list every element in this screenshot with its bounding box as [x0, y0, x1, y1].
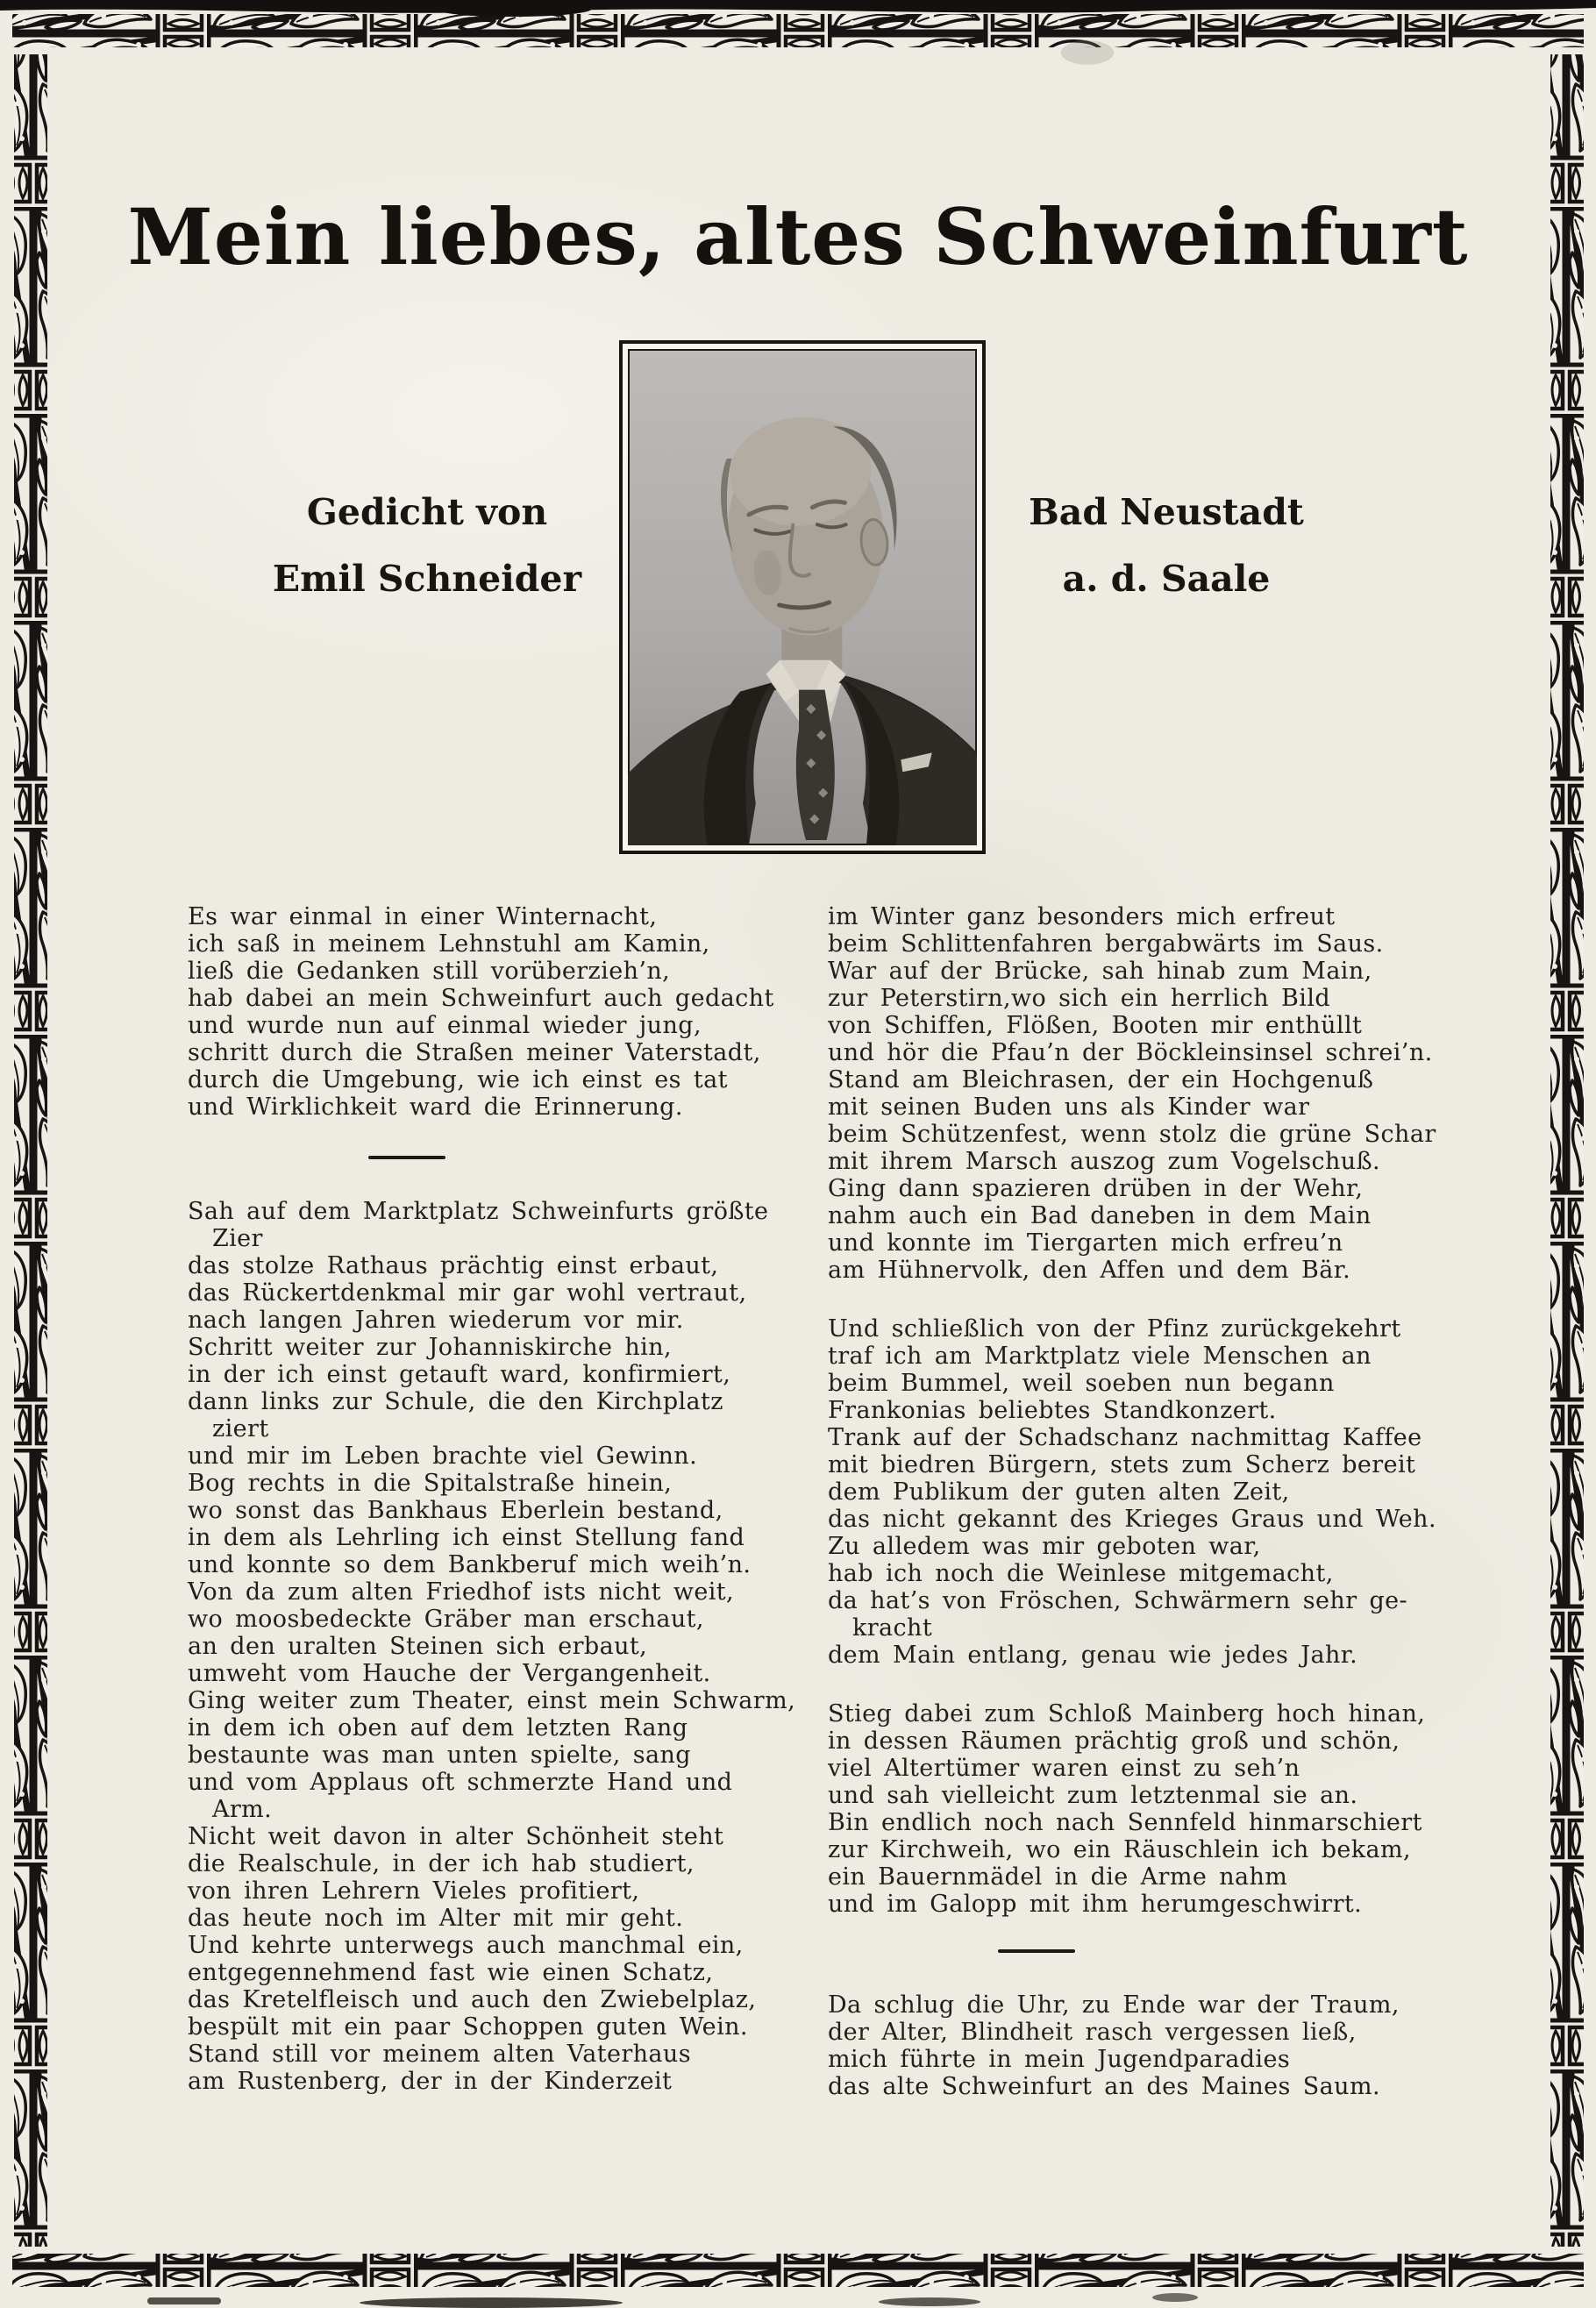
poem-line: Da schlug die Uhr, zu Ende war der Traum, — [828, 1991, 1400, 2019]
poem-line: Sah auf dem Marktplatz Schweinfurts größte — [188, 1198, 769, 1225]
poem-line: durch die Umgebung, wie ich einst es tat — [188, 1066, 728, 1093]
stanza-1 — [188, 903, 812, 1121]
stanza-5 — [828, 1700, 1463, 1918]
stanza-6 — [828, 1991, 1463, 2100]
stanza-4 — [828, 1315, 1463, 1669]
caption-author — [243, 491, 611, 624]
poem-line: das Rückertdenkmal mir gar wohl vertraut, — [188, 1279, 747, 1307]
caption-author-line1: Gedicht von — [306, 491, 548, 533]
poem-line: das alte Schweinfurt an des Maines Saum. — [828, 2073, 1380, 2100]
poem-line: an den uralten Steinen sich erbaut, — [188, 1633, 648, 1660]
poem-line: hab dabei an mein Schweinfurt auch gedacht — [188, 985, 774, 1012]
poem-line: das heute noch im Alter mit mir geht. — [188, 1905, 684, 1932]
poem-line: und mir im Leben brachte viel Gewinn. — [188, 1442, 698, 1470]
poem-line: nahm auch ein Bad daneben in dem Main — [828, 1202, 1372, 1229]
poem-line: Ging dann spazieren drüben in der Wehr, — [828, 1175, 1364, 1202]
poem-line: Es war einmal in einer Winternacht, — [188, 903, 658, 930]
poem-line: traf ich am Marktplatz viele Menschen an — [828, 1343, 1372, 1370]
poem-line: in dem ich oben auf dem letzten Rang — [188, 1714, 688, 1742]
poem-line: Ging weiter zum Theater, einst mein Schwarm, — [188, 1687, 796, 1714]
poem-line: und hör die Pfau’n der Böckleinsinsel schrei’n. — [828, 1039, 1433, 1066]
stanza-2 — [188, 1198, 812, 2095]
poem-line: War auf der Brücke, sah hinab zum Main, — [828, 958, 1372, 985]
poem-line: entgegennehmend fast wie einen Schatz, — [188, 1959, 714, 1986]
poem-line: die Realschule, in der ich hab studiert, — [188, 1850, 695, 1877]
poem-line: Bin endlich noch nach Sennfeld hinmarschiert — [828, 1809, 1422, 1836]
poem-line: Und kehrte unterwegs auch manchmal ein, — [188, 1932, 744, 1959]
poem-line: in der ich einst getauft ward, konfirmiert, — [188, 1361, 731, 1388]
poem-line: und konnte im Tiergarten mich erfreu’n — [828, 1229, 1343, 1257]
poem-line: schritt durch die Straßen meiner Vaterstadt, — [188, 1039, 761, 1066]
poem-line: das nicht gekannt des Krieges Graus und Weh. — [828, 1506, 1436, 1533]
caption-place — [982, 491, 1350, 624]
poem-line: zur Kirchweih, wo ein Räuschlein ich bekam, — [828, 1836, 1411, 1863]
poem-line: der Alter, Blindheit rasch vergessen ließ, — [828, 2019, 1357, 2046]
poem-line: ließ die Gedanken still vorüberzieh’n, — [188, 958, 671, 985]
poem-line: Zu alledem was mir geboten war, — [828, 1533, 1261, 1560]
poem-line: da hat’s von Fröschen, Schwärmern sehr ge- — [828, 1587, 1408, 1614]
poem-column-right — [828, 903, 1463, 2132]
poem-line: und vom Applaus oft schmerzte Hand und — [188, 1769, 733, 1796]
poem-line: wo sonst das Bankhaus Eberlein bestand, — [188, 1497, 723, 1524]
poem-line: Trank auf der Schadschanz nachmittag Kaffee — [828, 1424, 1422, 1451]
poem-line: kracht — [828, 1614, 933, 1642]
poem-column-left — [188, 903, 812, 2095]
poem-line: in dem als Lehrling ich einst Stellung fand — [188, 1524, 745, 1551]
poem-line: von ihren Lehrern Vieles profitiert, — [188, 1877, 640, 1905]
caption-author-line2: Emil Schneider — [272, 558, 582, 600]
poem-line: wo moosbedeckte Gräber man erschaut, — [188, 1606, 704, 1633]
poem-line: nach langen Jahren wiederum vor mir. — [188, 1307, 684, 1334]
poem-line: und im Galopp mit ihm herumgeschwirrt. — [828, 1891, 1363, 1918]
poem-line: mit seinen Buden uns als Kinder war — [828, 1093, 1310, 1121]
poem-line: bespült mit ein paar Schoppen guten Wein. — [188, 2013, 748, 2041]
page-title: Mein liebes, altes Schweinfurt — [127, 191, 1469, 282]
poem-line: und Wirklichkeit ward die Erinnerung. — [188, 1093, 683, 1121]
poem-line: dem Main entlang, genau wie jedes Jahr. — [828, 1642, 1358, 1669]
poem-line: von Schiffen, Flößen, Booten mir enthüllt — [828, 1012, 1363, 1039]
poem-line: im Winter ganz besonders mich erfreut — [828, 903, 1336, 930]
poem-line: beim Schlittenfahren bergabwärts im Saus. — [828, 930, 1384, 958]
poem-line: beim Bummel, weil soeben nun begann — [828, 1370, 1335, 1397]
poem-line: beim Schützenfest, wenn stolz die grüne Schar — [828, 1121, 1436, 1148]
poem-line: dem Publikum der guten alten Zeit, — [828, 1478, 1290, 1506]
poem-line: am Hühnervolk, den Affen und dem Bär. — [828, 1257, 1351, 1284]
poem-line: Stieg dabei zum Schloß Mainberg hoch hinan, — [828, 1700, 1426, 1727]
poem-line: das stolze Rathaus prächtig einst erbaut, — [188, 1252, 719, 1279]
poem-line: Arm. — [188, 1796, 273, 1823]
portrait-illustration — [628, 349, 977, 845]
poem-line: umweht vom Hauche der Vergangenheit. — [188, 1660, 711, 1687]
poem-line: mit biedren Bürgern, stets zum Scherz bereit — [828, 1451, 1416, 1478]
poem-line: Frankonias beliebtes Standkonzert. — [828, 1397, 1277, 1424]
stanza-divider — [368, 1156, 445, 1159]
poem-line: hab ich noch die Weinlese mitgemacht, — [828, 1560, 1334, 1587]
poem-line: Und schließlich von der Pfinz zurückgekehrt — [828, 1315, 1401, 1343]
poem-line: und wurde nun auf einmal wieder jung, — [188, 1012, 702, 1039]
poem-line: mit ihrem Marsch auszog zum Vogelschuß. — [828, 1148, 1380, 1175]
poem-line: am Rustenberg, der in der Kinderzeit — [188, 2068, 673, 2095]
poem-line: Schritt weiter zur Johanniskirche hin, — [188, 1334, 672, 1361]
poem-line: Stand am Bleichrasen, der ein Hochgenuß — [828, 1066, 1374, 1093]
poem-line: in dessen Räumen prächtig groß und schön, — [828, 1727, 1400, 1755]
poem-line: mich führte in mein Jugendparadies — [828, 2046, 1291, 2073]
caption-place-line1: Bad Neustadt — [1029, 491, 1304, 533]
poem-line: und sah vielleicht zum letztenmal sie an. — [828, 1782, 1358, 1809]
poem-line: Nicht weit davon in alter Schönheit steht — [188, 1823, 724, 1850]
stanza-divider — [998, 1949, 1075, 1953]
poem-line: dann links zur Schule, die den Kirchplatz — [188, 1388, 723, 1415]
poem-line: Bog rechts in die Spitalstraße hinein, — [188, 1470, 673, 1497]
poem-line: zur Peterstirn,wo sich ein herrlich Bild — [828, 985, 1331, 1012]
portrait-photo — [619, 340, 986, 854]
stanza-3 — [828, 903, 1463, 1284]
poem-line: Stand still vor meinem alten Vaterhaus — [188, 2041, 691, 2068]
caption-place-line2: a. d. Saale — [1062, 558, 1271, 600]
poem-line: ein Bauernmädel in die Arme nahm — [828, 1863, 1288, 1891]
poem-line: und konnte so dem Bankberuf mich weih’n. — [188, 1551, 752, 1578]
poem-line: ziert — [188, 1415, 269, 1442]
poem-line: ich saß in meinem Lehnstuhl am Kamin, — [188, 930, 710, 958]
poem-line: das Kretelfleisch und auch den Zwiebelplaz, — [188, 1986, 757, 2013]
poem-line: viel Altertümer waren einst zu seh’n — [828, 1755, 1300, 1782]
poem-line: Von da zum alten Friedhof ists nicht weit, — [188, 1578, 735, 1606]
poem-line: Zier — [188, 1225, 263, 1252]
poem-line: bestaunte was man unten spielte, sang — [188, 1742, 691, 1769]
